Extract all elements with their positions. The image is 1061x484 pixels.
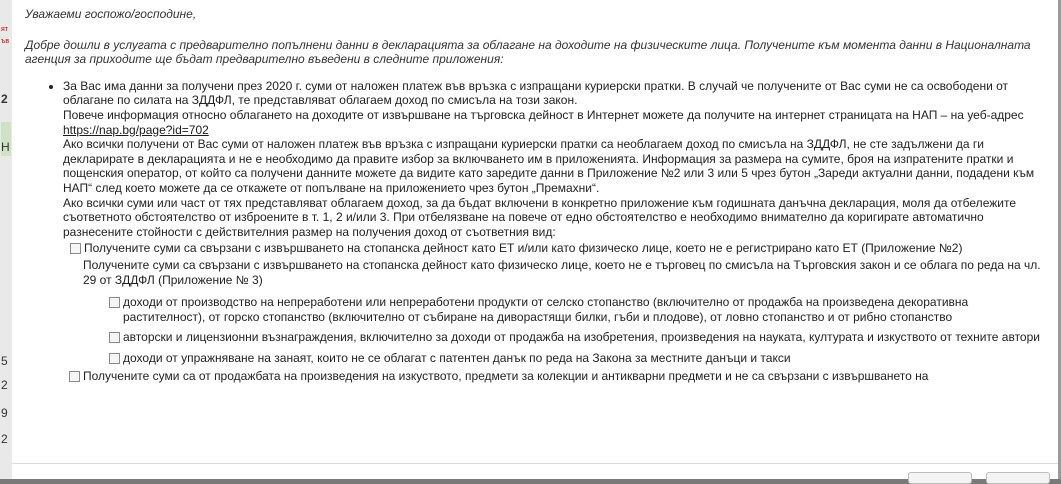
footer-button[interactable] [986,472,1050,484]
agriculture-label: доходи от производство на непреработени или непреработени продукти от селско стопанство (включително от продажба на произведена декоративна растителност), от горско стопанство (включително от събиране на диворастящи билки, гъби и плодове), от ловно стопанство и от рибно стопанство [123,295,969,324]
nap-info-link[interactable]: https://nap.bg/page?id=702 [63,122,209,137]
crafts-label: доходи от упражняване на занаят, които не се облагат с патентен данък по реда на Закона за местните данъци и такси [123,350,791,365]
courier-income-text: За Вас има данни за получени през 2020 г. суми от наложен платеж във връзка с изпращани куриерски пратки. В случай че получените от Вас суми не са освободени от облагане по силата на ЗДДФЛ, те представляват облагаем доход по смисъла на този закон. [63,78,1009,108]
option-crafts [25,351,1050,366]
background-red-text: ят [1,26,8,33]
appendix-2-label: Получените суми са свързани с извършването на стопанска дейност като ЕТ и/или като физическо лице, което не е регистрирано като ЕТ (Приложение №2) [84,241,963,256]
info-list-item [63,79,1050,240]
art-sales-label: Получените суми са от продажбата на произведения на изкуството, предмети за колекции и антикварни предмети и не са свързани с извършването на [83,369,929,384]
info-dialog [12,0,1058,479]
dialog-content [25,7,1050,384]
background-glyph: 2 [1,92,8,106]
agriculture-checkbox[interactable] [109,297,120,308]
option-agriculture [25,295,1050,324]
greeting-text: Уважаеми госпожо/господине, [25,7,197,21]
background-glyph: 9 [1,406,8,420]
footer-button[interactable] [908,472,972,484]
royalties-label: авторски и лицензионни възнаграждения, включително за доходи от продажба на изобретения, произведения на науката, културата и изкуството от техните автори [123,330,1040,345]
background-page-edge [0,0,12,479]
dialog-footer-divider [12,463,1058,464]
option-art-sales [25,369,1050,384]
background-glyph: Н [1,140,10,154]
option-royalties [25,330,1050,345]
info-list [25,79,1050,240]
crafts-checkbox[interactable] [109,353,120,364]
background-glyph: 5 [1,354,8,368]
background-glyph: 2 [1,378,8,392]
art-sales-checkbox[interactable] [69,371,80,382]
royalties-checkbox[interactable] [109,332,120,343]
background-red-text: ъв [1,38,10,45]
non-taxable-text: Ако всички получени от Вас суми от наложен платеж във връзка с изпращани куриерски пратки са необлагаем доход по смисъла на ЗДДФЛ, не сте задължени да ги декларирате в декларацията и не е необходимо да правите избор за включването им в приложенията. Информация за размера на сумите, броя на изпратените пратки и пощенския оператор, от който са получени данните можете да видите като заредите данни в Приложение №2 или 3 или 5 чрез бутон „Зареди актуални данни, подадени към НАП“ след което можете да се откажете от попълване на приложението чрез бутон „Премахни“. [63,137,1035,195]
taxable-instructions-text: Ако всички суми или част от тях представляват облагаем доход, за да бъдат включени в конкретно приложение към годишната данъчна декларация, моля да отбележите съответното обстоятелство от изброените в т. 1, 2 и/или 3. При отбелязване на повече от едно обстоятелство е необходимо внимателно да коригирате автоматично разнесените стойности с действителния размер на получения доход от съответния вид: [63,195,1016,239]
background-glyph: 2 [1,432,8,446]
appendix-3-heading: Получените суми са свързани с извършването на стопанска дейност като физическо лице, което не е търговец по смисъла на Търговския закон и се облага по реда на чл. 29 от ЗДДФЛ (Приложение № 3) [83,257,1041,287]
appendix-2-checkbox[interactable] [70,243,81,254]
intro-text: Добре дошли в услугата с предварително попълнени данни в декларацията за облагане на доходите на физическите лица. Получените към момента данни в Националната агенция за приходите ще бъдат предварително въведени в следните приложения: [25,37,1031,67]
more-info-text: Повече информация относно облагането на доходите от извършване на търговска дейност в Интернет можете да получите на интернет страницата на НАП – на уеб-адрес [63,107,1024,122]
option-appendix-2 [25,241,1050,256]
